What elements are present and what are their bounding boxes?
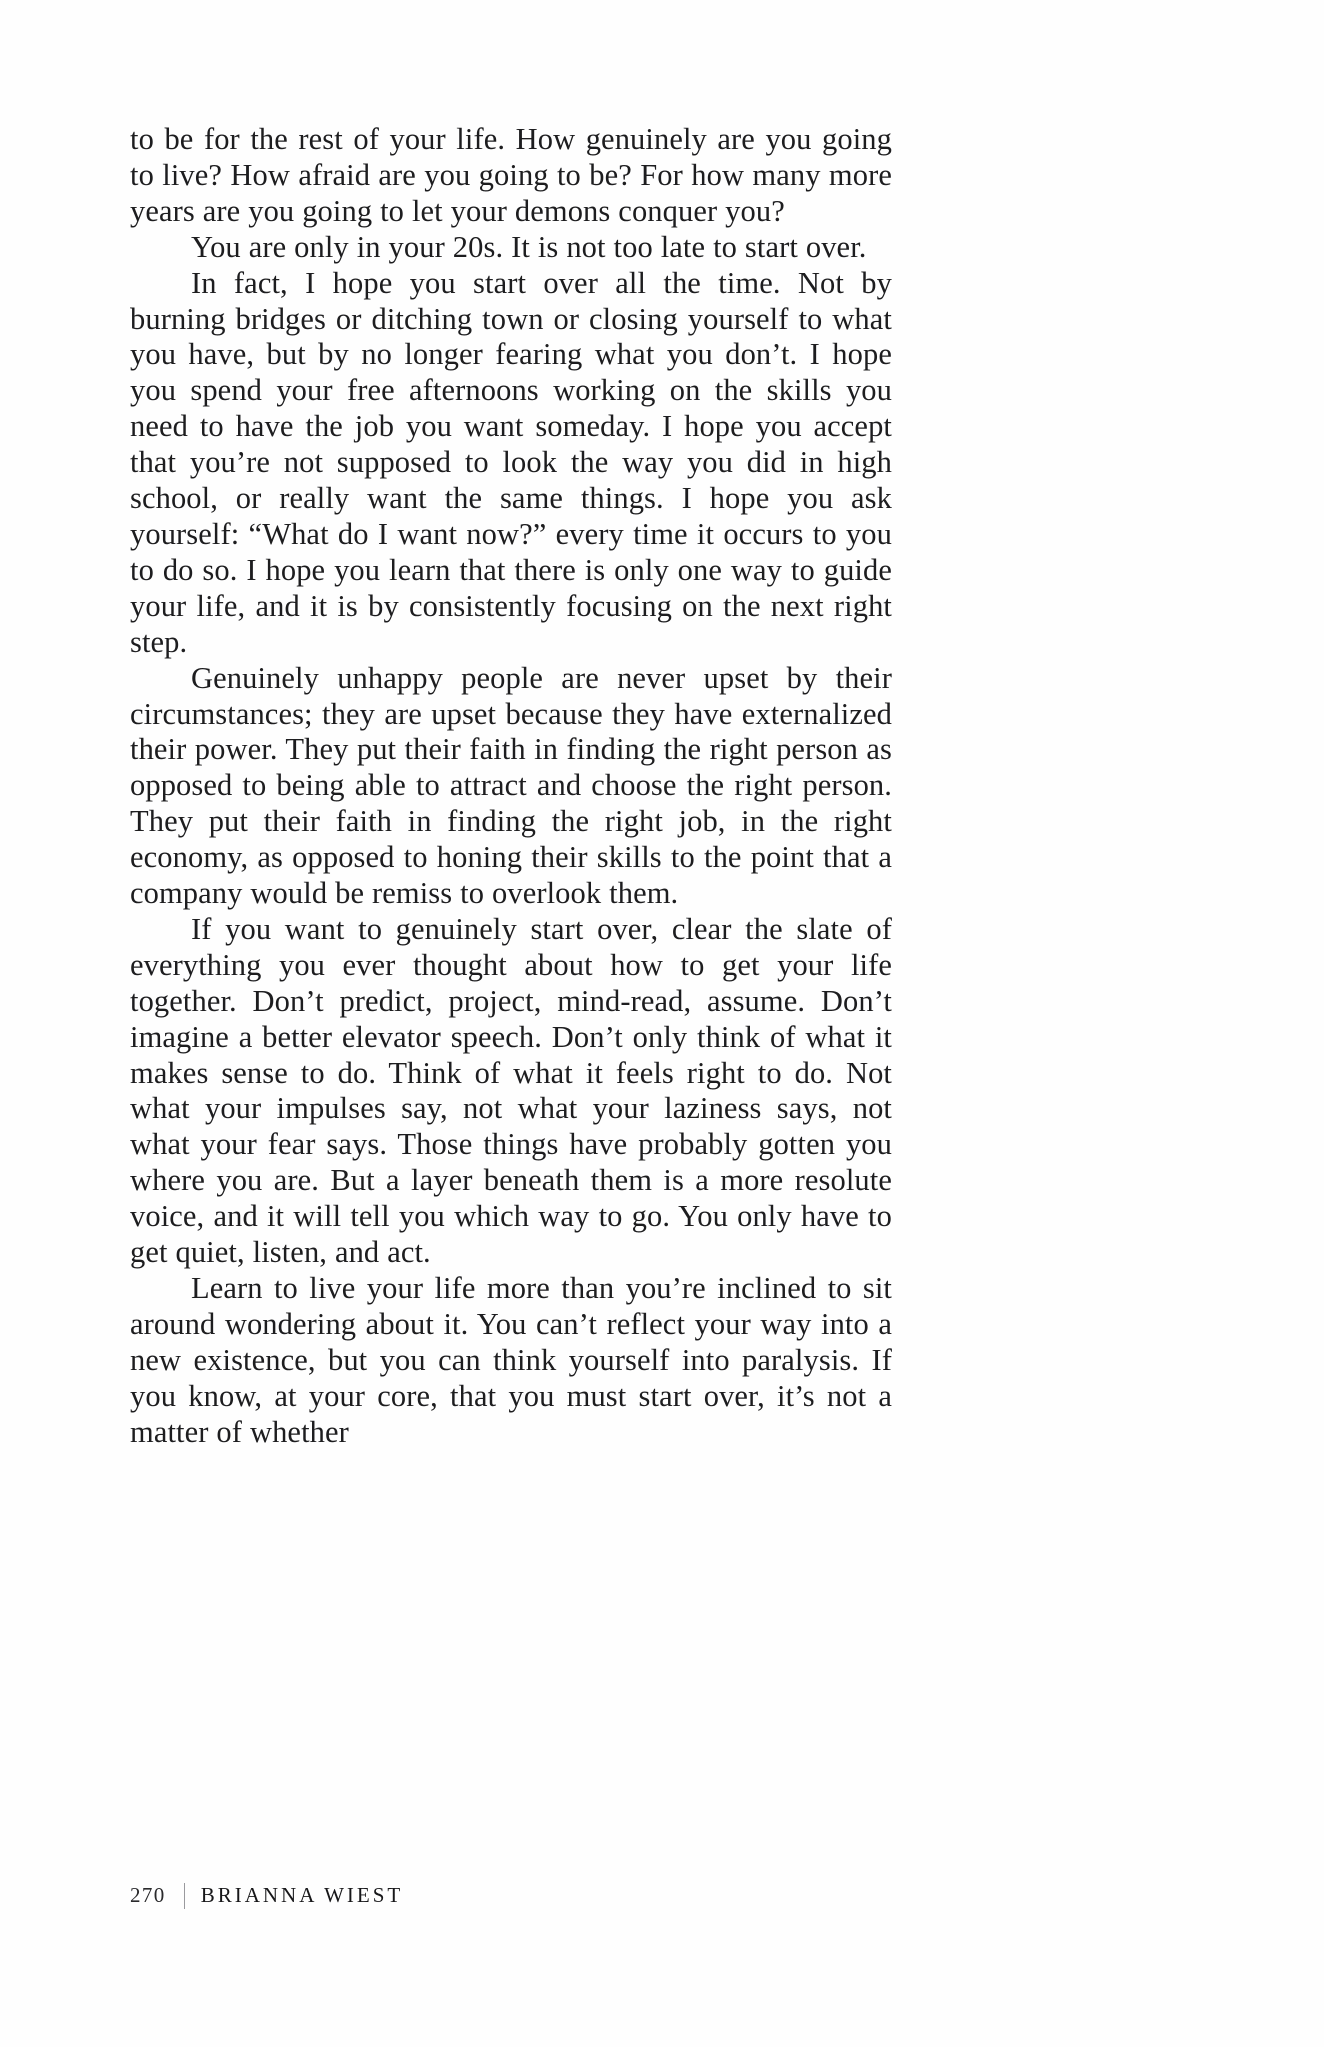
- paragraph: Genuinely unhappy people are never upset by their circumstances; they are upset because they have externalized their power. They put their faith in finding the right person as opposed to being able to attract and choose the right person. They put their faith in finding the right job, in the right economy, as opposed to honing their skills to the point that a company would be remiss to overlook them.: [130, 660, 892, 911]
- running-title: BRIANNA WIEST: [200, 1882, 404, 1907]
- paragraph: If you want to genuinely start over, clear the slate of everything you ever thought about how to get your life together. Don’t predict, project, mind-read, assume. Don’t imagine a better elevator speech. Don’t only think of what it makes sense to do. Think of what it feels right to do. Not what your impulses say, not what your laziness says, not what your fear says. Those things have probably gotten you where you are. But a layer beneath them is a more resolute voice, and it will tell you which way to go. You only have to get quiet, listen, and act.: [130, 911, 892, 1270]
- paragraph: In fact, I hope you start over all the time. Not by burning bridges or ditching town or closing yourself to what you have, but by no longer fearing what you don’t. I hope you spend your free afternoons working on the skills you need to have the job you want someday. I hope you accept that you’re not supposed to look the way you did in high school, or really want the same things. I hope you ask yourself: “What do I want now?” every time it occurs to you to do so. I hope you learn that there is only one way to guide your life, and it is by consistently focusing on the next right step.: [130, 265, 892, 659]
- paragraph-continuation: to be for the rest of your life. How genuinely are you going to live? How afraid are you going to be? For how many more years are you going to let your demons conquer you?: [130, 122, 892, 228]
- page-text-block: [130, 122, 892, 1451]
- footer-divider-icon: [184, 1883, 185, 1909]
- page-footer: [130, 1882, 403, 1908]
- paragraph: You are only in your 20s. It is not too late to start over.: [191, 229, 867, 264]
- page-number: 270: [130, 1882, 166, 1907]
- paragraph: Learn to live your life more than you’re inclined to sit around wondering about it. You can’t reflect your way into a new existence, but you can think yourself into paralysis. If you know, at your core, that you must start over, it’s not a matter of whether: [130, 1271, 892, 1449]
